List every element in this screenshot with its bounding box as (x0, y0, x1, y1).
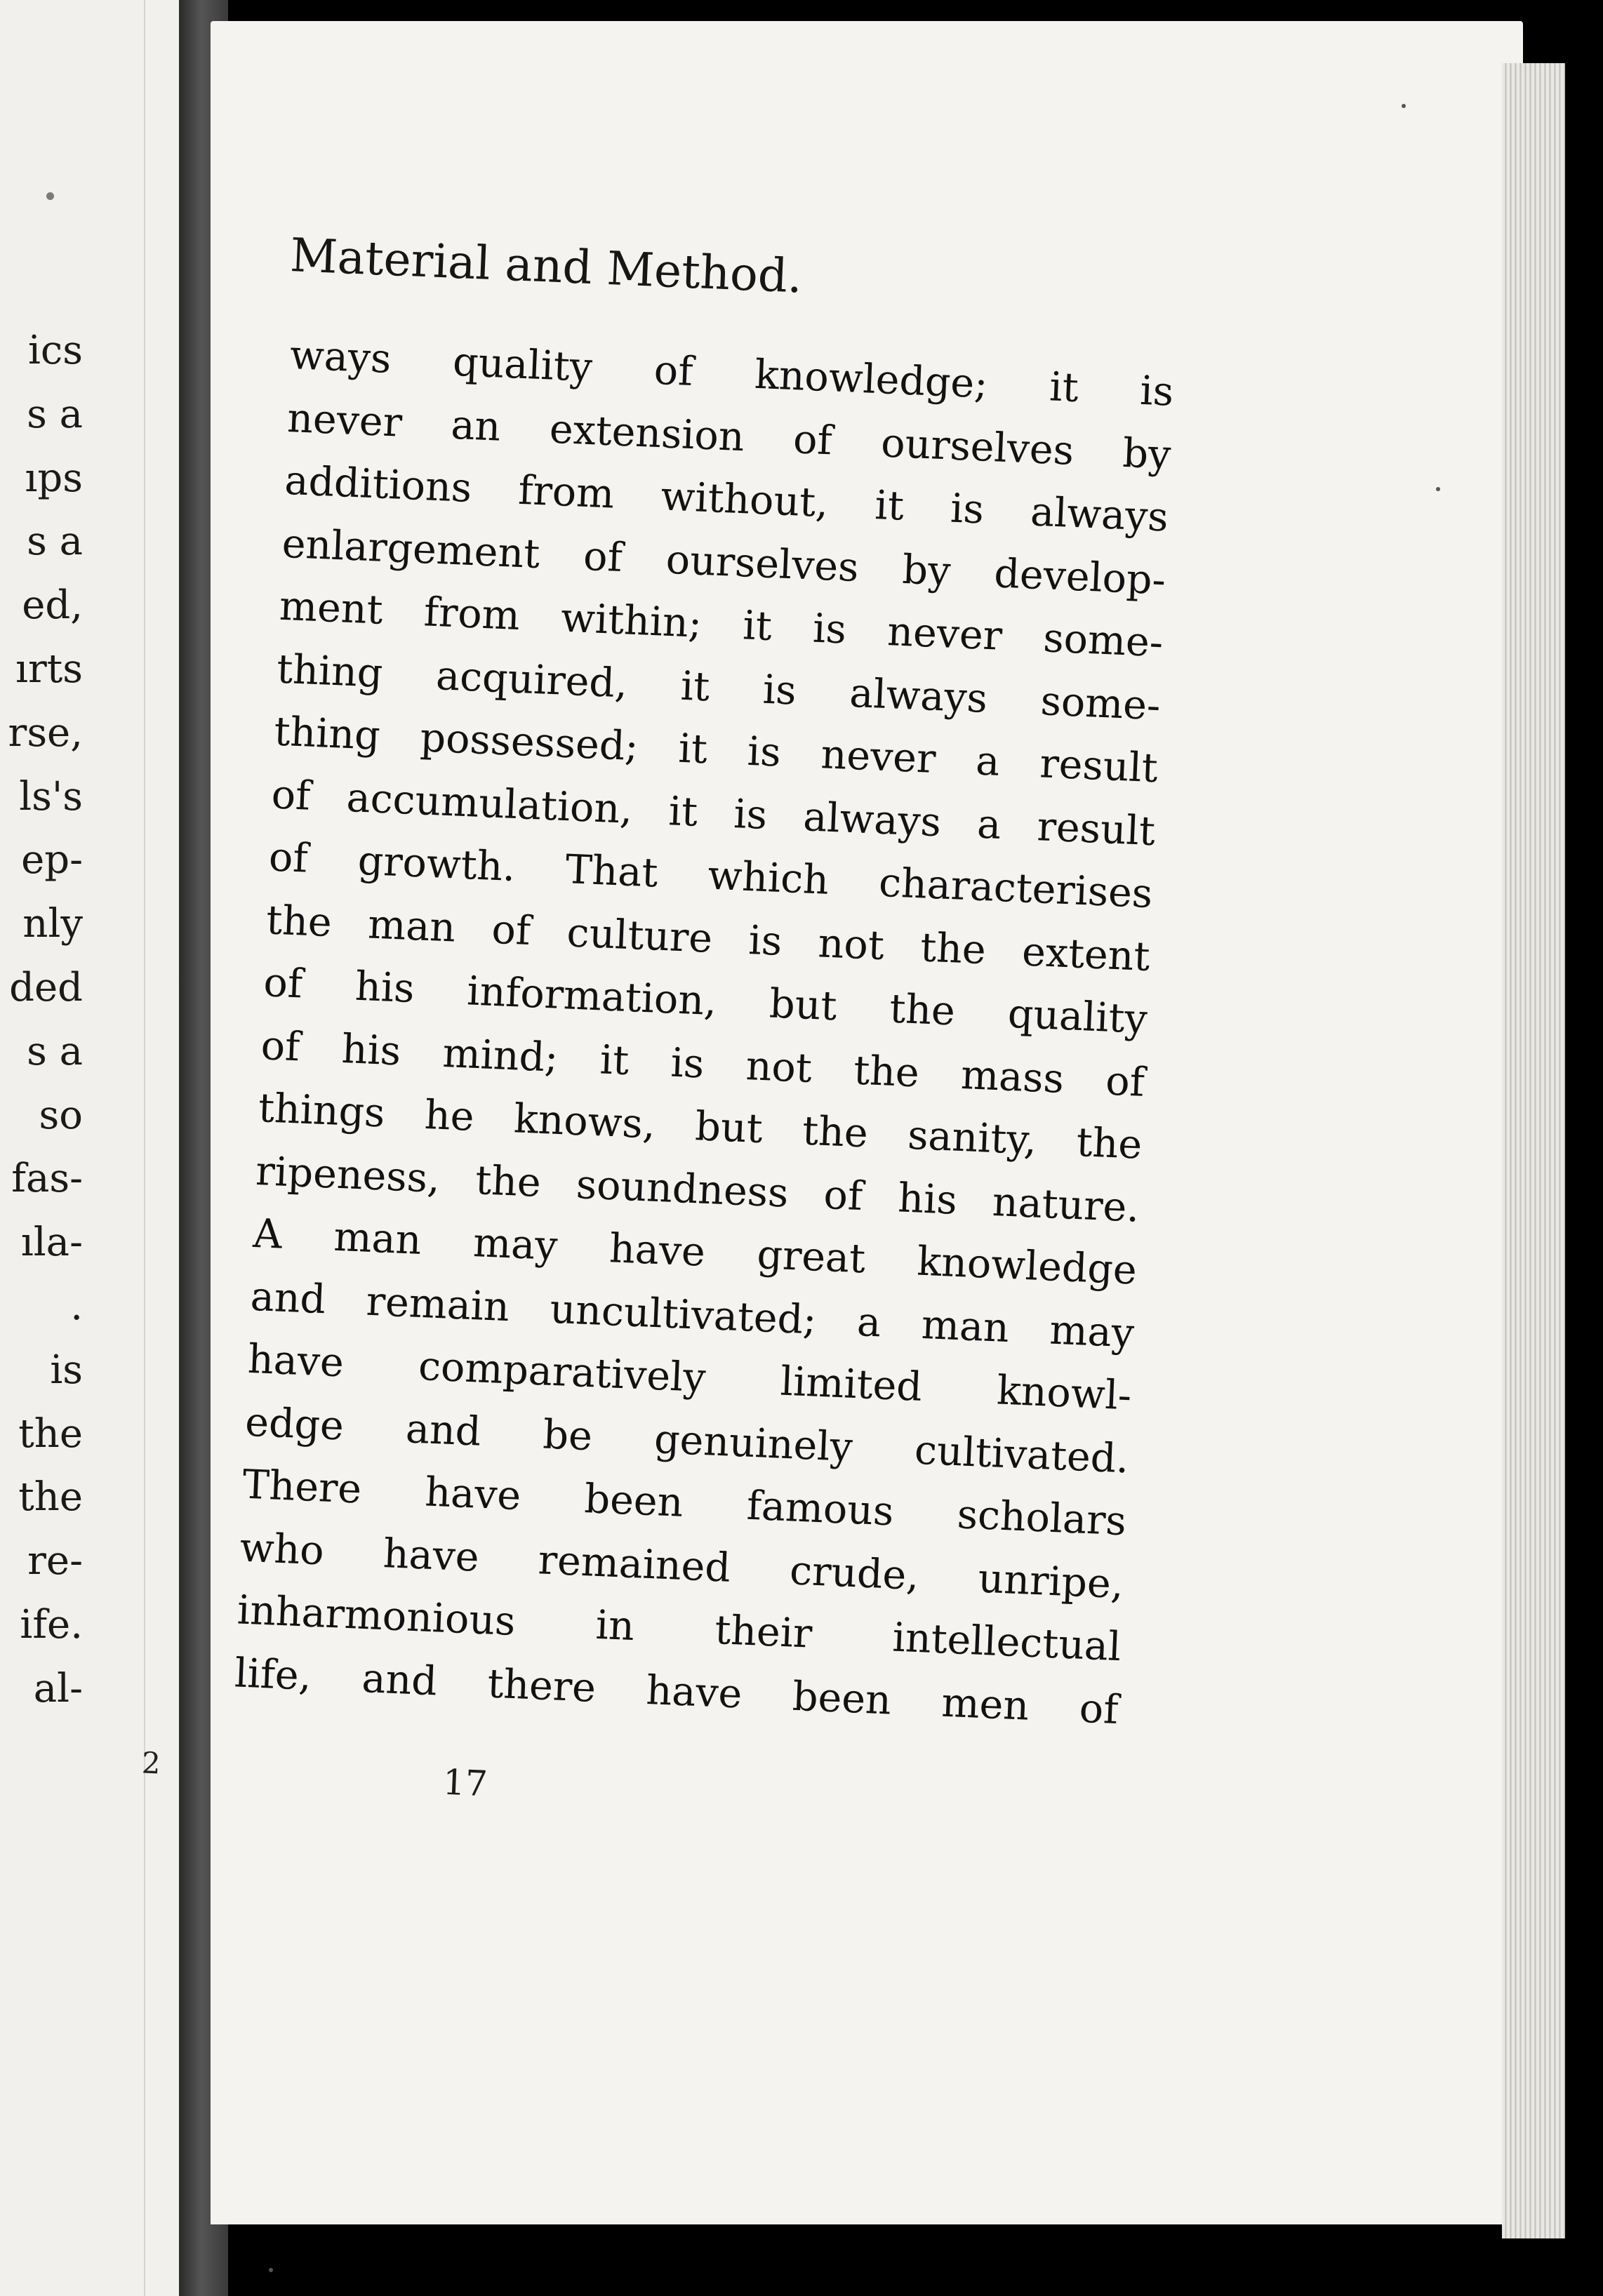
facing-page-line-fragment: s a (27, 519, 83, 565)
page-number: 17 (441, 1761, 488, 1805)
text-line: additions from without, it is always (284, 457, 1169, 541)
facing-page-line-fragment: ep- (21, 837, 83, 883)
facing-page-line-fragment: ded (9, 964, 83, 1010)
text-line: thing acquired, it is always some- (276, 646, 1162, 729)
facing-page-line-fragment: the (18, 1410, 83, 1457)
text-line: inharmonious in their intellectual (236, 1587, 1122, 1671)
facing-page-line-fragment: so (39, 1092, 83, 1138)
facing-page-line-fragment: ls's (19, 773, 83, 820)
facing-page-line-fragment: nly (22, 901, 83, 947)
facing-page-line-fragment: al- (33, 1665, 83, 1711)
text-line: of his mind; it is not the mass of (260, 1022, 1146, 1106)
ink-speck (269, 2268, 273, 2272)
text-line: who have remained crude, unripe, (239, 1523, 1125, 1608)
facing-page-line-fragment: ırts (15, 646, 83, 692)
facing-page-line-fragment: rse, (8, 709, 83, 756)
text-line: have comparatively limited knowl- (246, 1335, 1133, 1420)
text-line: and remain uncultivated; a man may (249, 1273, 1136, 1357)
text-line: of his information, but the quality (262, 959, 1148, 1043)
facing-page-line-fragment: ife. (20, 1601, 83, 1648)
page-block-edges (1502, 63, 1565, 2238)
ink-speck (1436, 487, 1440, 491)
facing-page-line-fragment: fas- (11, 1156, 83, 1202)
text-line: things he knows, but the sanity, the (257, 1085, 1143, 1168)
text-line: thing possessed; it is never a result (273, 708, 1159, 792)
facing-page-line-fragment: ıps (25, 455, 83, 501)
text-line: ment from within; it is never some- (278, 582, 1164, 667)
text-line: never an extension of ourselves by (286, 394, 1172, 479)
facing-page-left (0, 0, 179, 2296)
text-line: of growth. That which characterises (267, 834, 1154, 918)
facing-page-line-fragment: the (18, 1474, 83, 1521)
text-line: There have been famous scholars (241, 1461, 1127, 1545)
facing-page-line-fragment: ed, (22, 582, 83, 629)
facing-page-line-fragment: ıla- (20, 1220, 83, 1266)
facing-page-line-fragment: ics (27, 328, 83, 373)
text-line: the man of culture is not the extent (265, 896, 1151, 980)
text-line: of accumulation, it is always a result (270, 770, 1157, 855)
page-edge-line (144, 0, 145, 2296)
text-line: ripeness, the soundness of his nature. (255, 1147, 1140, 1232)
ink-speck (46, 192, 54, 200)
text-line: enlargement of ourselves by develop- (281, 520, 1167, 603)
text-line: ways quality of knowledge; it is (288, 331, 1175, 415)
facing-page-line-fragment: re- (27, 1538, 83, 1584)
text-line: edge and be genuinely cultivated. (244, 1399, 1130, 1482)
signature-mark: 2 (140, 1745, 161, 1781)
facing-page-line-fragment: is (50, 1347, 83, 1393)
facing-page-line-fragment: . (70, 1283, 83, 1329)
ink-speck (1402, 104, 1406, 108)
facing-page-text-column (0, 319, 83, 1721)
body-text-column (234, 324, 1175, 1742)
facing-page-line-fragment: s a (27, 391, 83, 437)
text-line: A man may have great knowledge (252, 1210, 1138, 1294)
text-line: life, and there have been men of (234, 1649, 1119, 1733)
facing-page-line-fragment: s a (27, 1028, 83, 1074)
running-head: Material and Method. (288, 228, 804, 304)
